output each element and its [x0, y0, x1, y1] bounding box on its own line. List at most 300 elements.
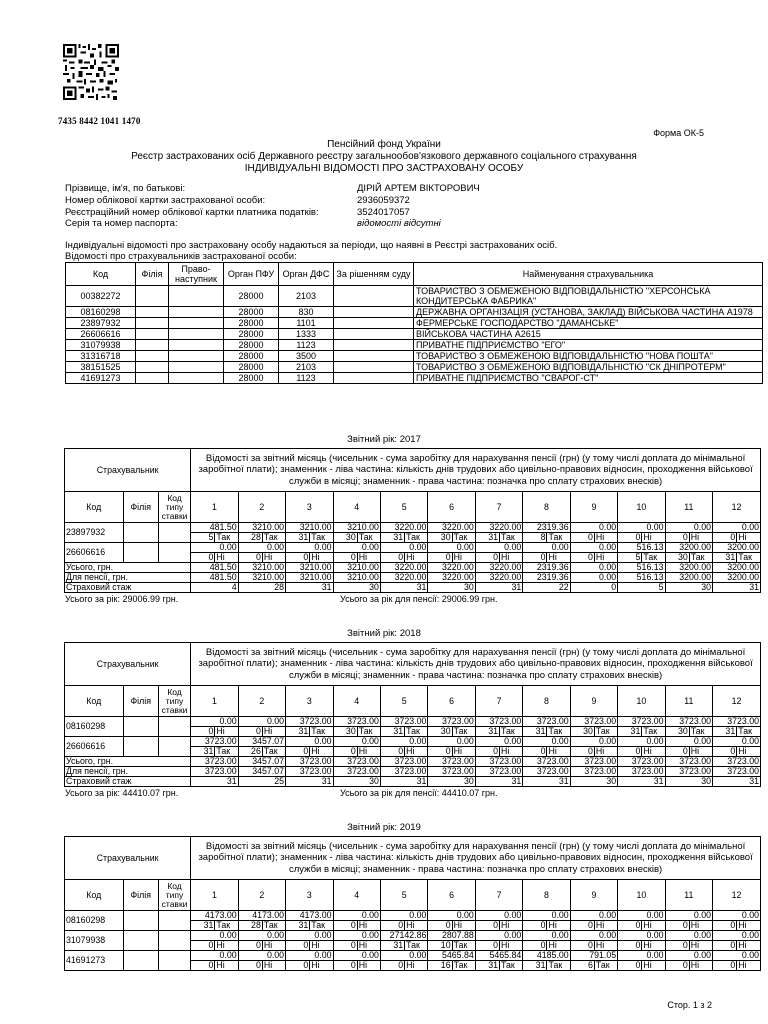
month-days: 31 — [523, 961, 547, 971]
employer-code: 41691273 — [65, 951, 124, 971]
employer-row — [66, 329, 763, 340]
month-sum: 3200.00 — [713, 543, 761, 553]
month-days: 30 — [570, 727, 594, 737]
total-row-label: Усього, грн. — [65, 563, 191, 573]
total-row-value: 3457.07 — [238, 757, 285, 767]
month-mark: Так — [405, 727, 428, 737]
month-mark: Так — [594, 727, 617, 737]
employer-code: 00382272 — [66, 286, 136, 307]
stazh-value: 31 — [475, 583, 522, 593]
pension-row — [65, 573, 761, 583]
month-days: 31 — [713, 553, 737, 563]
month-sum: 0.00 — [618, 523, 665, 533]
employer-pfu: 28000 — [224, 329, 279, 340]
month-sum: 0.00 — [333, 543, 380, 553]
stazh-value: 28 — [238, 583, 285, 593]
employer-court — [334, 373, 414, 384]
month-mark: Ні — [357, 747, 380, 757]
month-sum: 0.00 — [191, 717, 238, 727]
col-month: 2 — [238, 492, 285, 523]
month-mark: Ні — [547, 553, 570, 563]
stazh-row — [65, 583, 761, 593]
month-mark: Ні — [547, 921, 570, 931]
month-days: 0 — [713, 921, 737, 931]
stazh-value: 31 — [618, 777, 665, 787]
col-month: 6 — [428, 880, 475, 911]
employer-dfs: 2103 — [279, 286, 334, 307]
month-mark: Ні — [310, 553, 333, 563]
employer-branch — [123, 717, 158, 737]
month-mark: Ні — [500, 941, 523, 951]
month-mark: Так — [737, 553, 761, 563]
month-mark: Ні — [262, 961, 285, 971]
col-month: 7 — [475, 492, 522, 523]
month-sum: 0.00 — [428, 543, 475, 553]
month-days: 0 — [238, 961, 262, 971]
person-name: ДІРІЙ АРТЕМ ВІКТОРОВИЧ — [357, 183, 480, 194]
year-table — [64, 836, 761, 971]
total-row-value: 3220.00 — [428, 563, 475, 573]
month-sum: 0.00 — [428, 737, 475, 747]
month-sum: 0.00 — [523, 737, 570, 747]
month-days: 31 — [475, 533, 499, 543]
month-mark: Так — [262, 921, 285, 931]
month-days: 0 — [380, 921, 404, 931]
month-days: 0 — [570, 921, 594, 931]
month-days: 0 — [523, 747, 547, 757]
month-sum: 3723.00 — [191, 737, 238, 747]
month-days: 28 — [238, 533, 262, 543]
month-mark: Ні — [215, 553, 238, 563]
month-sum: 0.00 — [570, 911, 617, 921]
month-sum: 0.00 — [713, 523, 761, 533]
stazh-value: 30 — [665, 777, 712, 787]
employer-successor — [169, 318, 224, 329]
col-code: Код — [65, 880, 124, 911]
pension-row-value: 3723.00 — [618, 767, 665, 777]
employer-dfs: 2103 — [279, 362, 334, 373]
month-days: 26 — [238, 747, 262, 757]
month-mark: Ні — [642, 921, 665, 931]
month-sum: 3723.00 — [286, 717, 333, 727]
year-table — [64, 642, 761, 787]
month-sum: 0.00 — [665, 911, 712, 921]
employer-court — [334, 329, 414, 340]
month-days: 0 — [570, 533, 594, 543]
employer-name: ТОВАРИСТВО З ОБМЕЖЕНОЮ ВІДПОВІДАЛЬНІСТЮ "ХЕРСОНСЬКА КОНДИТЕРСЬКА ФАБРИКА" — [414, 286, 763, 307]
month-days: 0 — [238, 941, 262, 951]
col-month: 10 — [618, 880, 665, 911]
total-row-value: 3210.00 — [238, 563, 285, 573]
month-mark: Ні — [737, 961, 761, 971]
month-sum: 0.00 — [475, 737, 522, 747]
months-description: Відомості за звітний місяць (чисельник - сума заробітку для нарахування пенсії (грн) (у тому числі доплата до мінімальної заробітної плати); знаменник - ліва частина: кількість днів трудових або цивільно-правових відносин, проходження військової служби в місяці; знаменник - права частина: позначка про сплату страхових внесків) — [191, 837, 761, 880]
name-label: Прізвище, ім'я, по батькові: — [65, 183, 186, 194]
card-label: Номер облікової картки застрахованої особи: — [65, 195, 266, 206]
col-month: 9 — [570, 686, 617, 717]
month-sum: 0.00 — [665, 523, 712, 533]
employers-header-dfs: Орган ДФС — [279, 263, 334, 286]
month-days: 0 — [523, 921, 547, 931]
employers-header-successor: Право-наступник — [169, 263, 224, 286]
month-sum: 3723.00 — [713, 717, 761, 727]
year-sum: Усього за рік: 44410.07 грн. — [65, 788, 179, 798]
employer-code: 31079938 — [66, 340, 136, 351]
col-month: 10 — [618, 492, 665, 523]
total-row-value: 3723.00 — [523, 757, 570, 767]
employer-sum-row — [65, 717, 761, 727]
employer-court — [334, 307, 414, 318]
month-sum: 0.00 — [380, 951, 427, 961]
header-line-3: ІНДИВІДУАЛЬНІ ВІДОМОСТІ ПРО ЗАСТРАХОВАНУ ОСОБУ — [244, 163, 524, 174]
employer-branch — [136, 318, 169, 329]
col-month: 4 — [333, 880, 380, 911]
month-mark: Ні — [594, 533, 617, 543]
month-sum: 0.00 — [380, 911, 427, 921]
employer-court — [334, 286, 414, 307]
month-mark: Так — [310, 921, 333, 931]
col-code: Код — [65, 492, 124, 523]
employer-rate — [158, 911, 190, 931]
month-days: 0 — [713, 961, 737, 971]
month-days: 0 — [286, 553, 310, 563]
employer-header: Страхувальник — [65, 643, 191, 686]
col-month: 5 — [380, 686, 427, 717]
month-sum: 0.00 — [191, 951, 238, 961]
month-sum: 0.00 — [713, 931, 761, 941]
total-row — [65, 563, 761, 573]
month-mark: Так — [405, 941, 428, 951]
month-mark: Ні — [262, 941, 285, 951]
employer-successor — [169, 351, 224, 362]
employer-branch — [123, 543, 158, 563]
employer-dfs: 1123 — [279, 373, 334, 384]
employer-code: 31079938 — [65, 931, 124, 951]
month-days: 0 — [428, 553, 452, 563]
stazh-row — [65, 777, 761, 787]
month-days: 31 — [618, 727, 642, 737]
month-sum: 0.00 — [618, 911, 665, 921]
stazh-value: 30 — [333, 583, 380, 593]
col-month: 3 — [286, 686, 333, 717]
year-table — [64, 448, 761, 593]
employer-sum-row — [65, 543, 761, 553]
month-sum: 516.13 — [618, 543, 665, 553]
month-days: 0 — [618, 941, 642, 951]
total-row-value: 3723.00 — [428, 757, 475, 767]
month-sum: 3210.00 — [333, 523, 380, 533]
total-row-value: 3723.00 — [191, 757, 238, 767]
month-days: 31 — [191, 747, 215, 757]
employer-code: 26606616 — [65, 543, 124, 563]
employer-rate — [158, 717, 190, 737]
month-mark: Так — [452, 961, 475, 971]
month-sum: 0.00 — [286, 951, 333, 961]
month-days: 31 — [286, 727, 310, 737]
month-sum: 3200.00 — [665, 543, 712, 553]
col-month: 11 — [665, 492, 712, 523]
pension-row-value: 481.50 — [191, 573, 238, 583]
month-sum: 0.00 — [618, 931, 665, 941]
employer-name: ПРИВАТНЕ ПІДПРИЄМСТВО "ЕГО" — [414, 340, 763, 351]
months-description: Відомості за звітний місяць (чисельник - сума заробітку для нарахування пенсії (грн) (у тому числі доплата до мінімальної заробітної плати); знаменник - ліва частина: кількість днів трудових або цивільно-правових відносин, проходження військової служби в місяці; знаменник - права частина: позначка про сплату страхових внесків) — [191, 643, 761, 686]
month-sum: 0.00 — [333, 911, 380, 921]
employer-code: 38151525 — [66, 362, 136, 373]
month-mark: Так — [452, 533, 475, 543]
month-mark: Ні — [642, 941, 665, 951]
month-sum: 4173.00 — [191, 911, 238, 921]
col-branch: Філія — [123, 686, 158, 717]
month-days: 30 — [333, 533, 357, 543]
month-sum: 0.00 — [570, 737, 617, 747]
month-sum: 3723.00 — [475, 717, 522, 727]
employer-row — [66, 307, 763, 318]
employer-row — [66, 351, 763, 362]
month-mark: Ні — [689, 921, 712, 931]
employer-successor — [169, 373, 224, 384]
pension-row-value: 516.13 — [618, 573, 665, 583]
month-mark: Ні — [594, 941, 617, 951]
month-mark: Так — [547, 961, 570, 971]
stazh-value: 0 — [570, 583, 617, 593]
month-days: 8 — [523, 533, 547, 543]
employer-rate — [158, 523, 190, 543]
month-days: 0 — [333, 961, 357, 971]
pension-row — [65, 767, 761, 777]
month-mark: Ні — [594, 921, 617, 931]
month-mark: Ні — [215, 727, 238, 737]
month-mark: Так — [215, 921, 238, 931]
pension-row-value: 3723.00 — [475, 767, 522, 777]
month-sum: 0.00 — [380, 737, 427, 747]
month-days: 30 — [428, 727, 452, 737]
col-month: 12 — [713, 880, 761, 911]
employer-branch — [123, 911, 158, 931]
pension-row-value: 3723.00 — [570, 767, 617, 777]
month-days: 0 — [333, 921, 357, 931]
stazh-value: 25 — [238, 777, 285, 787]
passport-value: відомості відсутні — [357, 218, 441, 229]
year-title: Звітний рік: 2017 — [347, 434, 421, 445]
col-code: Код — [65, 686, 124, 717]
qr-code-image — [63, 44, 119, 100]
month-mark: Так — [642, 727, 665, 737]
employer-rate — [158, 543, 190, 563]
employer-court — [334, 340, 414, 351]
pension-row-value: 3200.00 — [665, 573, 712, 583]
month-mark: Так — [547, 533, 570, 543]
employer-successor — [169, 286, 224, 307]
employer-successor — [169, 340, 224, 351]
employer-name: ФЕРМЕРСЬКЕ ГОСПОДАРСТВО "ДАМАНСЬКЕ" — [414, 318, 763, 329]
month-sum: 4173.00 — [286, 911, 333, 921]
pension-row-value: 3723.00 — [665, 767, 712, 777]
col-month: 8 — [523, 880, 570, 911]
month-days: 0 — [238, 727, 262, 737]
employer-court — [334, 351, 414, 362]
month-days: 0 — [380, 553, 404, 563]
employer-successor — [169, 329, 224, 340]
card-number: 2936059372 — [357, 195, 410, 206]
month-mark: Ні — [737, 533, 761, 543]
month-sum: 2807.88 — [428, 931, 475, 941]
employer-branch — [136, 329, 169, 340]
employer-pfu: 28000 — [224, 318, 279, 329]
month-mark: Так — [500, 727, 523, 737]
month-days: 0 — [618, 747, 642, 757]
month-days: 16 — [428, 961, 452, 971]
employer-name: ДЕРЖАВНА ОРГАНІЗАЦІЯ (УСТАНОВА, ЗАКЛАД) ВІЙСЬКОВА ЧАСТИНА А1978 — [414, 307, 763, 318]
month-mark: Ні — [500, 553, 523, 563]
month-sum: 0.00 — [191, 543, 238, 553]
pension-row-value: 0.00 — [570, 573, 617, 583]
month-days: 0 — [238, 553, 262, 563]
month-days: 0 — [523, 553, 547, 563]
employer-code: 26606616 — [65, 737, 124, 757]
month-mark: Так — [452, 727, 475, 737]
stazh-value: 30 — [428, 777, 475, 787]
employers-header-court: За рішенням суду — [334, 263, 414, 286]
month-days: 0 — [333, 747, 357, 757]
month-mark: Ні — [405, 553, 428, 563]
employer-pfu: 28000 — [224, 373, 279, 384]
month-sum: 0.00 — [428, 911, 475, 921]
employer-code: 23897932 — [65, 523, 124, 543]
year-title: Звітний рік: 2018 — [347, 628, 421, 639]
stazh-label: Страховий стаж — [65, 583, 191, 593]
total-row-value: 0.00 — [570, 563, 617, 573]
month-days: 31 — [713, 727, 737, 737]
stazh-value: 31 — [713, 583, 761, 593]
month-sum: 3723.00 — [428, 717, 475, 727]
pension-row-value: 3723.00 — [523, 767, 570, 777]
employer-rate — [158, 931, 190, 951]
month-mark: Ні — [689, 941, 712, 951]
stazh-value: 30 — [665, 583, 712, 593]
month-days: 0 — [191, 941, 215, 951]
month-sum: 0.00 — [191, 931, 238, 941]
employer-code: 08160298 — [66, 307, 136, 318]
stazh-value: 22 — [523, 583, 570, 593]
month-days: 0 — [286, 961, 310, 971]
employer-code: 23897932 — [66, 318, 136, 329]
employers-header-name: Найменування страхувальника — [414, 263, 763, 286]
month-days: 31 — [380, 533, 404, 543]
employer-branch — [123, 737, 158, 757]
employer-pfu: 28000 — [224, 286, 279, 307]
employer-branch — [136, 351, 169, 362]
month-sum: 3210.00 — [238, 523, 285, 533]
pension-row-value: 3723.00 — [713, 767, 761, 777]
total-row-value: 3210.00 — [333, 563, 380, 573]
month-mark: Ні — [500, 921, 523, 931]
month-days: 0 — [570, 747, 594, 757]
stazh-value: 30 — [428, 583, 475, 593]
month-mark: Так — [500, 533, 523, 543]
month-mark: Ні — [262, 553, 285, 563]
col-rate: Код типу ставки — [158, 492, 190, 523]
month-mark: Ні — [215, 941, 238, 951]
month-days: 0 — [380, 747, 404, 757]
col-month: 10 — [618, 686, 665, 717]
month-mark: Ні — [547, 941, 570, 951]
col-month: 4 — [333, 492, 380, 523]
month-days: 0 — [191, 553, 215, 563]
employer-court — [334, 362, 414, 373]
col-rate: Код типу ставки — [158, 686, 190, 717]
employer-dfs: 1333 — [279, 329, 334, 340]
months-description: Відомості за звітний місяць (чисельник - сума заробітку для нарахування пенсії (грн) (у тому числі доплата до мінімальної заробітної плати); знаменник - ліва частина: кількість днів трудових або цивільно-правових відносин, проходження військової служби в місяці; знаменник - права частина: позначка про сплату страхових внесків) — [191, 449, 761, 492]
col-month: 5 — [380, 880, 427, 911]
month-mark: Так — [642, 553, 665, 563]
employer-branch — [123, 523, 158, 543]
month-sum: 0.00 — [523, 543, 570, 553]
col-month: 9 — [570, 880, 617, 911]
month-sum: 0.00 — [713, 911, 761, 921]
employer-rate — [158, 737, 190, 757]
employer-dfs: 1123 — [279, 340, 334, 351]
month-mark: Ні — [737, 747, 761, 757]
stazh-value: 31 — [286, 777, 333, 787]
month-sum: 0.00 — [238, 931, 285, 941]
month-days: 31 — [475, 727, 499, 737]
employer-name: ВІЙСЬКОВА ЧАСТИНА А2615 — [414, 329, 763, 340]
pension-row-value: 3200.00 — [713, 573, 761, 583]
month-sum: 0.00 — [618, 951, 665, 961]
month-mark: Ні — [594, 553, 617, 563]
month-days: 0 — [475, 941, 499, 951]
month-days: 30 — [665, 553, 689, 563]
month-mark: Так — [500, 961, 523, 971]
month-days: 31 — [286, 533, 310, 543]
month-sum: 3723.00 — [380, 717, 427, 727]
note-periods: Індивідуальні відомості про застраховану особу надаються за періоди, що наявні в Реєстрі застрахованих осіб. — [65, 240, 558, 251]
month-sum: 0.00 — [238, 951, 285, 961]
month-days: 0 — [665, 533, 689, 543]
stazh-value: 31 — [523, 777, 570, 787]
month-mark: Ні — [357, 941, 380, 951]
month-mark: Так — [215, 533, 238, 543]
col-month: 7 — [475, 880, 522, 911]
month-days: 31 — [380, 941, 404, 951]
month-mark: Ні — [357, 553, 380, 563]
year-sum: Усього за рік: 29006.99 грн. — [65, 594, 179, 604]
month-days: 0 — [475, 747, 499, 757]
col-month: 4 — [333, 686, 380, 717]
total-row-value: 516.13 — [618, 563, 665, 573]
month-mark: Ні — [452, 921, 475, 931]
month-sum: 0.00 — [665, 931, 712, 941]
month-days: 30 — [333, 727, 357, 737]
stazh-value: 30 — [333, 777, 380, 787]
total-row-label: Усього, грн. — [65, 757, 191, 767]
employer-sum-row — [65, 523, 761, 533]
month-mark: Так — [405, 533, 428, 543]
month-mark: Ні — [689, 533, 712, 543]
stazh-value: 5 — [618, 583, 665, 593]
employer-sum-row — [65, 951, 761, 961]
month-sum: 481.50 — [191, 523, 238, 533]
pension-row-value: 3457.07 — [238, 767, 285, 777]
employers-header-row — [66, 263, 763, 286]
month-sum: 0.00 — [713, 951, 761, 961]
employer-rate — [158, 951, 190, 971]
month-days: 0 — [380, 961, 404, 971]
month-days: 0 — [665, 921, 689, 931]
month-sum: 0.00 — [475, 931, 522, 941]
month-sum: 3220.00 — [428, 523, 475, 533]
employer-row — [66, 340, 763, 351]
